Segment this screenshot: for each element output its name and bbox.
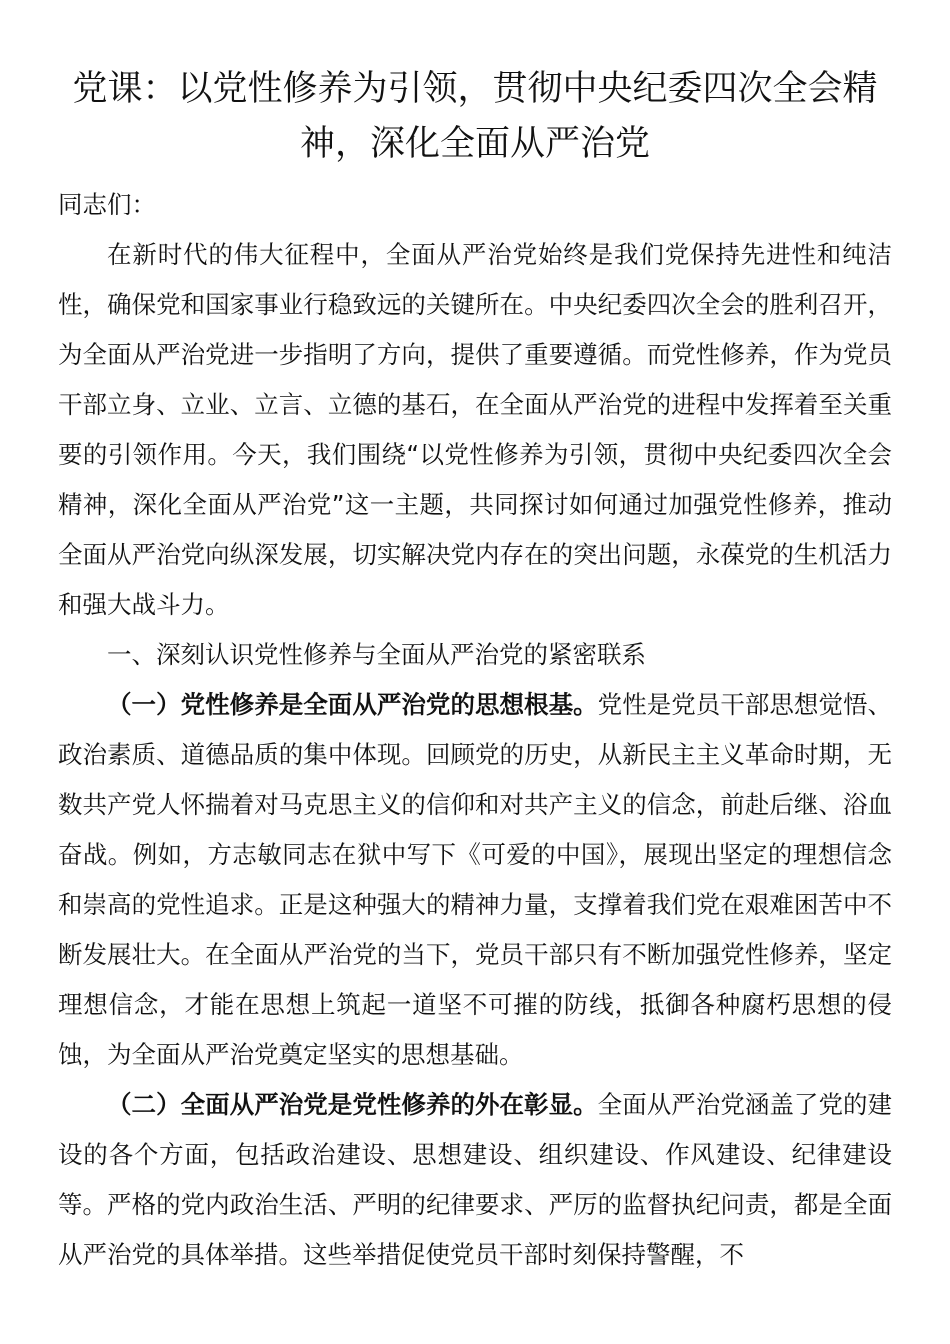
subsection-2-body: 全面从严治党涵盖了党的建设的各个方面，包括政治建设、思想建设、组织建设、作风建设、纪律建设等。严格的党内政治生活、严明的纪律要求、严厉的监督执纪问责，都是全面从严治党的具体举措。这些举措促使党员干部时刻保持警醒，不 — [58, 1090, 893, 1269]
subsection-2-paragraph — [58, 1080, 892, 1280]
greeting: 同志们： — [58, 190, 156, 219]
document-page — [58, 62, 892, 1280]
subsection-2-heading: （二）全面从严治党是党性修养的外在彰显。 — [107, 1090, 598, 1119]
intro-paragraph: 在新时代的伟大征程中，全面从严治党始终是我们党保持先进性和纯洁性，确保党和国家事业行稳致远的关键所在。中央纪委四次全会的胜利召开，为全面从严治党进一步指明了方向，提供了重要遵循。而党性修养，作为党员干部立身、立业、立言、立德的基石，在全面从严治党的进程中发挥着至关重要的引领作用。今天，我们围绕“以党性修养为引领，贯彻中央纪委四次全会精神，深化全面从严治党”这一主题，共同探讨如何通过加强党性修养，推动全面从严治党向纵深发展，切实解决党内存在的突出问题，永葆党的生机活力和强大战斗力。 — [58, 240, 892, 619]
subsection-1-heading: （一）党性修养是全面从严治党的思想根基。 — [107, 690, 598, 719]
section-heading-1: 一、深刻认识党性修养与全面从严治党的紧密联系 — [107, 640, 646, 669]
document-title: 党课：以党性修养为引领，贯彻中央纪委四次全会精神，深化全面从严治党 — [72, 69, 878, 164]
subsection-1-body: 党性是党员干部思想觉悟、政治素质、道德品质的集中体现。回顾党的历史，从新民主主义革命时期，无数共产党人怀揣着对马克思主义的信仰和对共产主义的信念，前赴后继、浴血奋战。例如，方志敏同志在狱中写下《可爱的中国》，展现出坚定的理想信念和崇高的党性追求。正是这种强大的精神力量，支撑着我们党在艰难困苦中不断发展壮大。在全面从严治党的当下，党员干部只有不断加强党性修养，坚定理想信念，才能在思想上筑起一道坚不可摧的防线，抵御各种腐朽思想的侵蚀，为全面从严治党奠定坚实的思想基础。 — [58, 690, 893, 1069]
subsection-1-paragraph — [58, 680, 892, 1080]
